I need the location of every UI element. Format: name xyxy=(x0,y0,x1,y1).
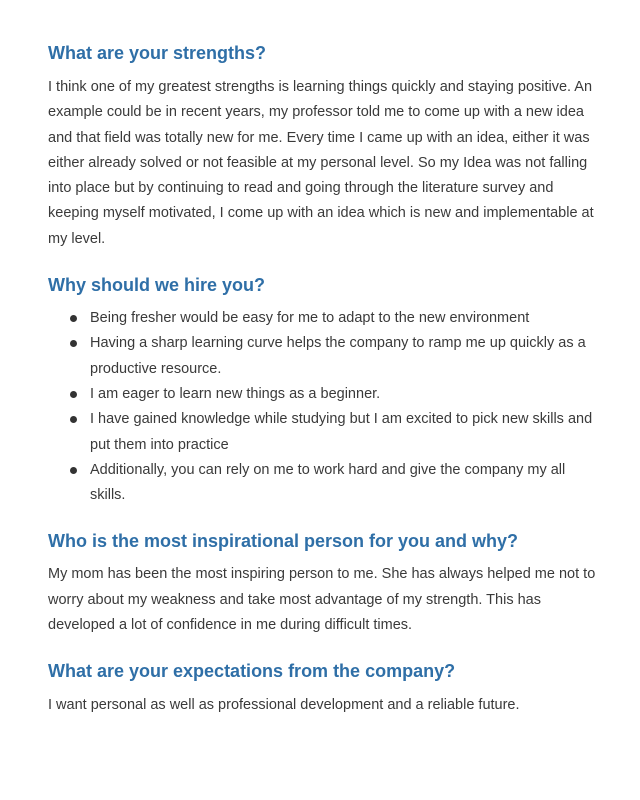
hire-bullet-text: Additionally, you can rely on me to work hard and give the company my all skills. xyxy=(90,461,566,504)
strengths-heading: What are your strengths? xyxy=(48,43,267,63)
hire-bullet-list xyxy=(48,306,596,508)
hire-bullet-text: Being fresher would be easy for me to adapt to the new environment xyxy=(90,310,530,327)
bullet-dot-icon xyxy=(70,416,77,423)
expectations-paragraph: I want personal as well as professional development and a reliable future. xyxy=(48,697,520,714)
inspiration-paragraph: My mom has been the most inspiring person to me. She has always helped me not to worry about my weakness and take most advantage of my strength. This has developed a lot of confidence in me during difficult times. xyxy=(48,566,596,634)
strengths-paragraph: I think one of my greatest strengths is learning things quickly and staying positive. An example could be in recent years, my professor told me to come up with a new idea and that field was totally new for me. Every time I came up with an idea, either it was either already solved or not feasible at my personal level. So my Idea was not falling into place but by continuing to read and going through the literature survey and keeping myself motivated, I come up with an idea which is new and implementable at my level. xyxy=(48,79,594,247)
hire-bullet-item xyxy=(72,306,596,331)
bullet-dot-icon xyxy=(70,391,77,398)
bullet-dot-icon xyxy=(70,467,77,474)
bullet-dot-icon xyxy=(70,340,77,347)
expectations-heading: What are your expectations from the company? xyxy=(48,661,456,682)
hire-heading: Why should we hire you? xyxy=(48,275,266,296)
hire-bullet-item xyxy=(72,407,596,458)
bullet-dot-icon xyxy=(70,315,77,322)
strengths-section xyxy=(48,40,596,252)
inspiration-heading: Who is the most inspirational person for you and why? xyxy=(48,531,519,552)
hire-bullet-text: Having a sharp learning curve helps the company to ramp me up quickly as a productive resource. xyxy=(90,335,586,377)
inspiration-section xyxy=(48,528,596,638)
hire-bullet-text: I have gained knowledge while studying but I am excited to pick new skills and put them into practice xyxy=(90,411,593,453)
hire-bullet-text: I am eager to learn new things as a beginner. xyxy=(90,385,381,402)
expectations-section xyxy=(48,658,596,718)
hire-bullet-item xyxy=(72,331,596,382)
hire-bullet-item xyxy=(72,458,596,509)
hire-bullet-item xyxy=(72,382,596,407)
hire-section xyxy=(48,272,596,508)
